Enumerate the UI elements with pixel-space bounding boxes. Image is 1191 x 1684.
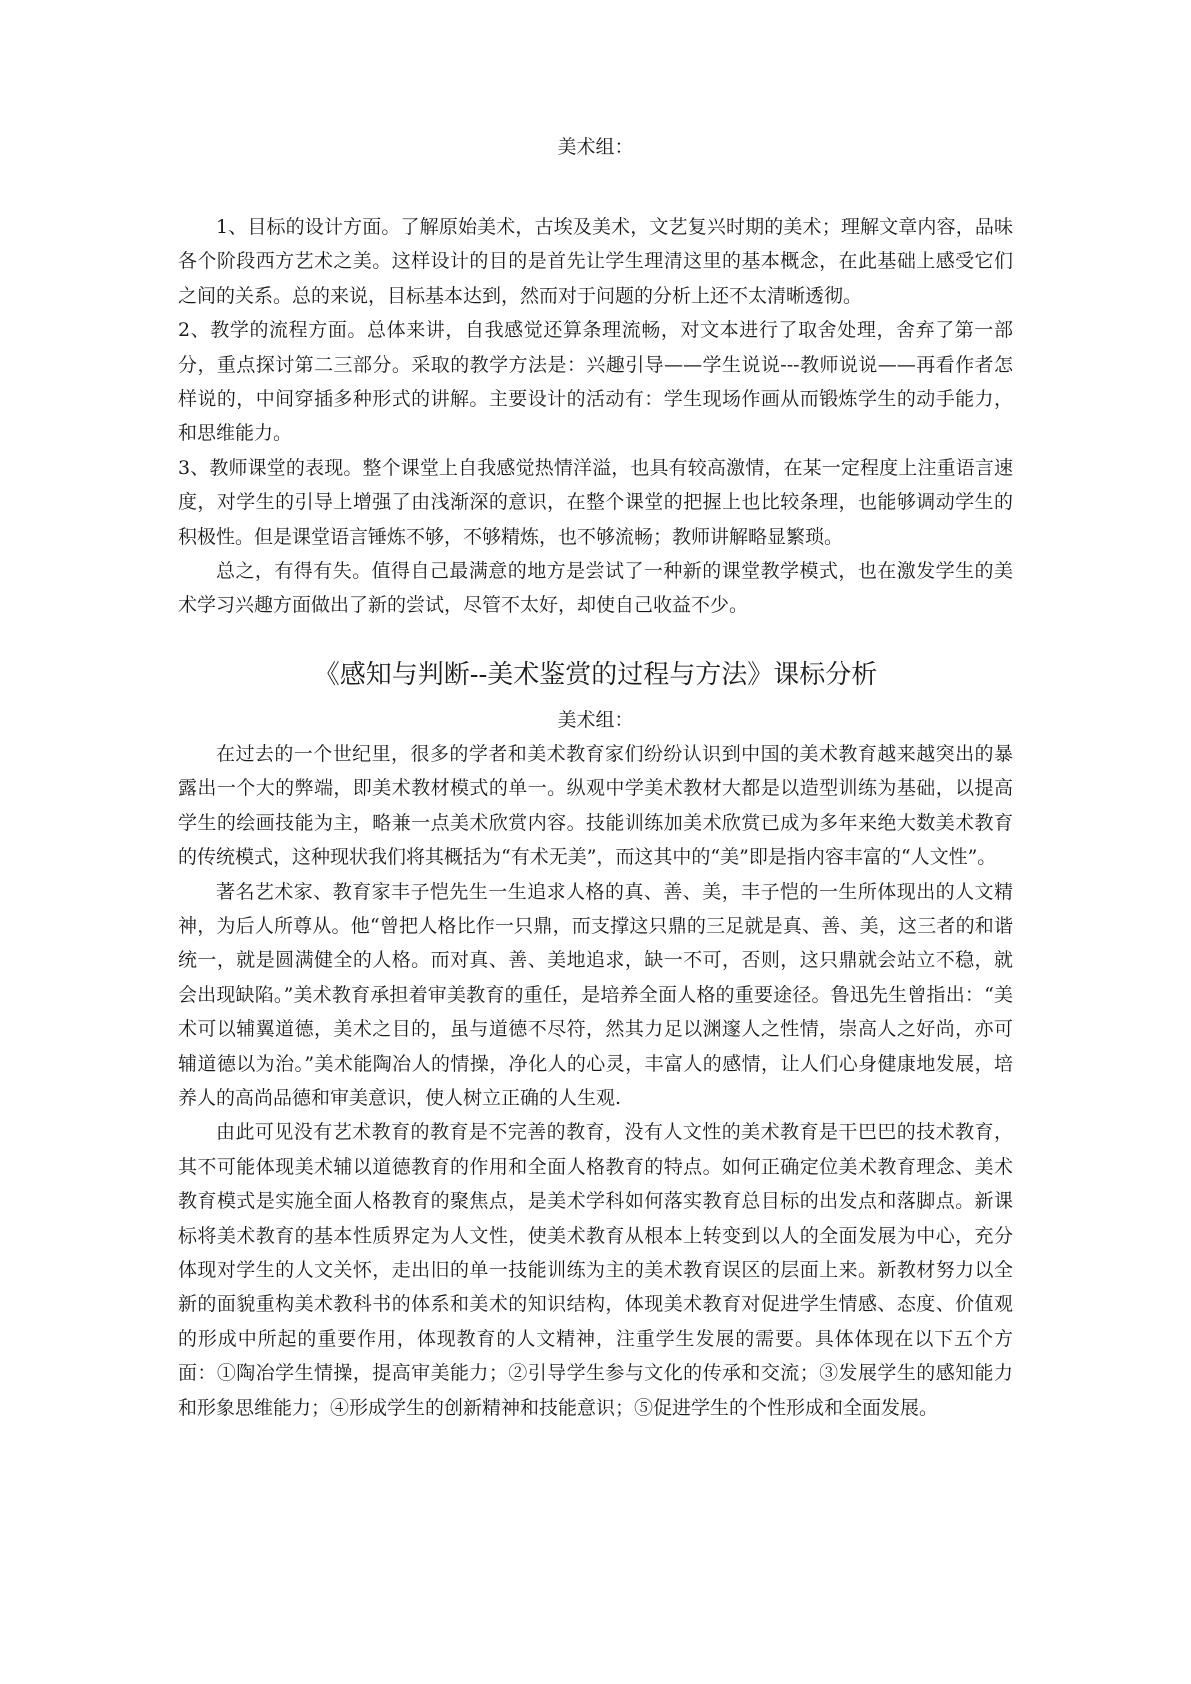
document-content: [178, 130, 1013, 1425]
section-title: 《感知与判断--美术鉴赏的过程与方法》课标分析: [313, 659, 878, 690]
paragraph-teacher-performance: 3、教师课堂的表现。整个课堂上自我感觉热情洋溢，也具有较高激情，在某一定程度上注重语言速度，对学生的引导上增强了由浅渐深的意识，在整个课堂的把握上也比较条理，也能够调动学生的积极性。但是课堂语言锤炼不够，不够精炼，也不够流畅；教师讲解略显繁琐。: [178, 456, 1013, 548]
paragraph-teaching-flow: 2、教学的流程方面。总体来讲，自我感觉还算条理流畅，对文本进行了取舍处理，舍弃了第一部分，重点探讨第二三部分。采取的教学方法是：兴趣引导——学生说说---教师说说——再看作者怎样说的，中间穿插多种形式的讲解。主要设计的活动有：学生现场作画从而锻炼学生的动手能力，和思维能力。: [178, 319, 1013, 445]
group-label: 美术组：: [557, 136, 634, 158]
paragraph-introduction: 在过去的一个世纪里，很多的学者和美术教育家们纷纷认识到中国的美术教育越来越突出的暴露出一个大的弊端，即美术教材模式的单一。纵观中学美术教材大都是以造型训练为基础，以提高学生的绘画技能为主，略兼一点美术欣赏内容。技能训练加美术欣赏已成为多年来绝大数美术教育的传统模式，这种现状我们将其概括为“有术无美”，而这其中的“美”即是指内容丰富的“人文性”。: [178, 742, 1013, 869]
paragraph-summary: 总之，有得有失。值得自己最满意的地方是尝试了一种新的课堂教学模式，也在激发学生的美术学习兴趣方面做出了新的尝试，尽管不太好，却使自己收益不少。: [178, 560, 1013, 617]
paragraph-goal-design: 1、目标的设计方面。了解原始美术，古埃及美术，文艺复兴时期的美术；理解文章内容，品味各个阶段西方艺术之美。这样设计的目的是首先让学生理清这里的基本概念，在此基础上感受它们之间的关系。总的来说，目标基本达到，然而对于问题的分析上还不太清晰透彻。: [178, 216, 1013, 307]
paragraph-feng-zikai: 著名艺术家、教育家丰子恺先生一生追求人格的真、善、美，丰子恺的一生所体现出的人文精神，为后人所尊从。他“曾把人格比作一只鼎，而支撑这只鼎的三足就是真、善、美，这三者的和谐统一，就是圆满健全的人格。而对真、善、美地追求，缺一不可，否则，这只鼎就会站立不稳，就会出现缺陷。”美术教育承担着审美教育的重任，是培养全面人格的重要途径。鲁迅先生曾指出：“美术可以辅翼道德，美术之目的，虽与道德不尽符，然其力足以渊邃人之性情，崇高人之好尚，亦可辅道德以为治。”美术能陶冶人的情操，净化人的心灵，丰富人的感情，让人们心身健康地发展，培养人的高尚品德和审美意识，使人树立正确的人生观.: [178, 880, 1013, 1109]
group-label: 美术组：: [557, 708, 634, 731]
paragraph-conclusion: 由此可见没有艺术教育的教育是不完善的教育，没有人文性的美术教育是干巴巴的技术教育，其不可能体现美术辅以道德教育的作用和全面人格教育的特点。如何正确定位美术教育理念、美术教育模式是实施全面人格教育的聚焦点，是美术学科如何落实教育总目标的出发点和落脚点。新课标将美术教育的基本性质界定为人文性，使美术教育从根本上转变到以人的全面发展为中心，充分体现对学生的人文关怀，走出旧的单一技能训练为主的美术教育误区的层面上来。新教材努力以全新的面貌重构美术教科书的体系和美术的知识结构，体现美术教育对促进学生情感、态度、价值观的形成中所起的重要作用，体现教育的人文精神，注重学生发展的需要。具体体现在以下五个方面：①陶冶学生情操，提高审美能力；②引导学生参与文化的传承和交流；③发展学生的感知能力和形象思维能力；④形成学生的创新精神和技能意识；⑤促进学生的个性形成和全面发展。: [178, 1121, 1013, 1419]
